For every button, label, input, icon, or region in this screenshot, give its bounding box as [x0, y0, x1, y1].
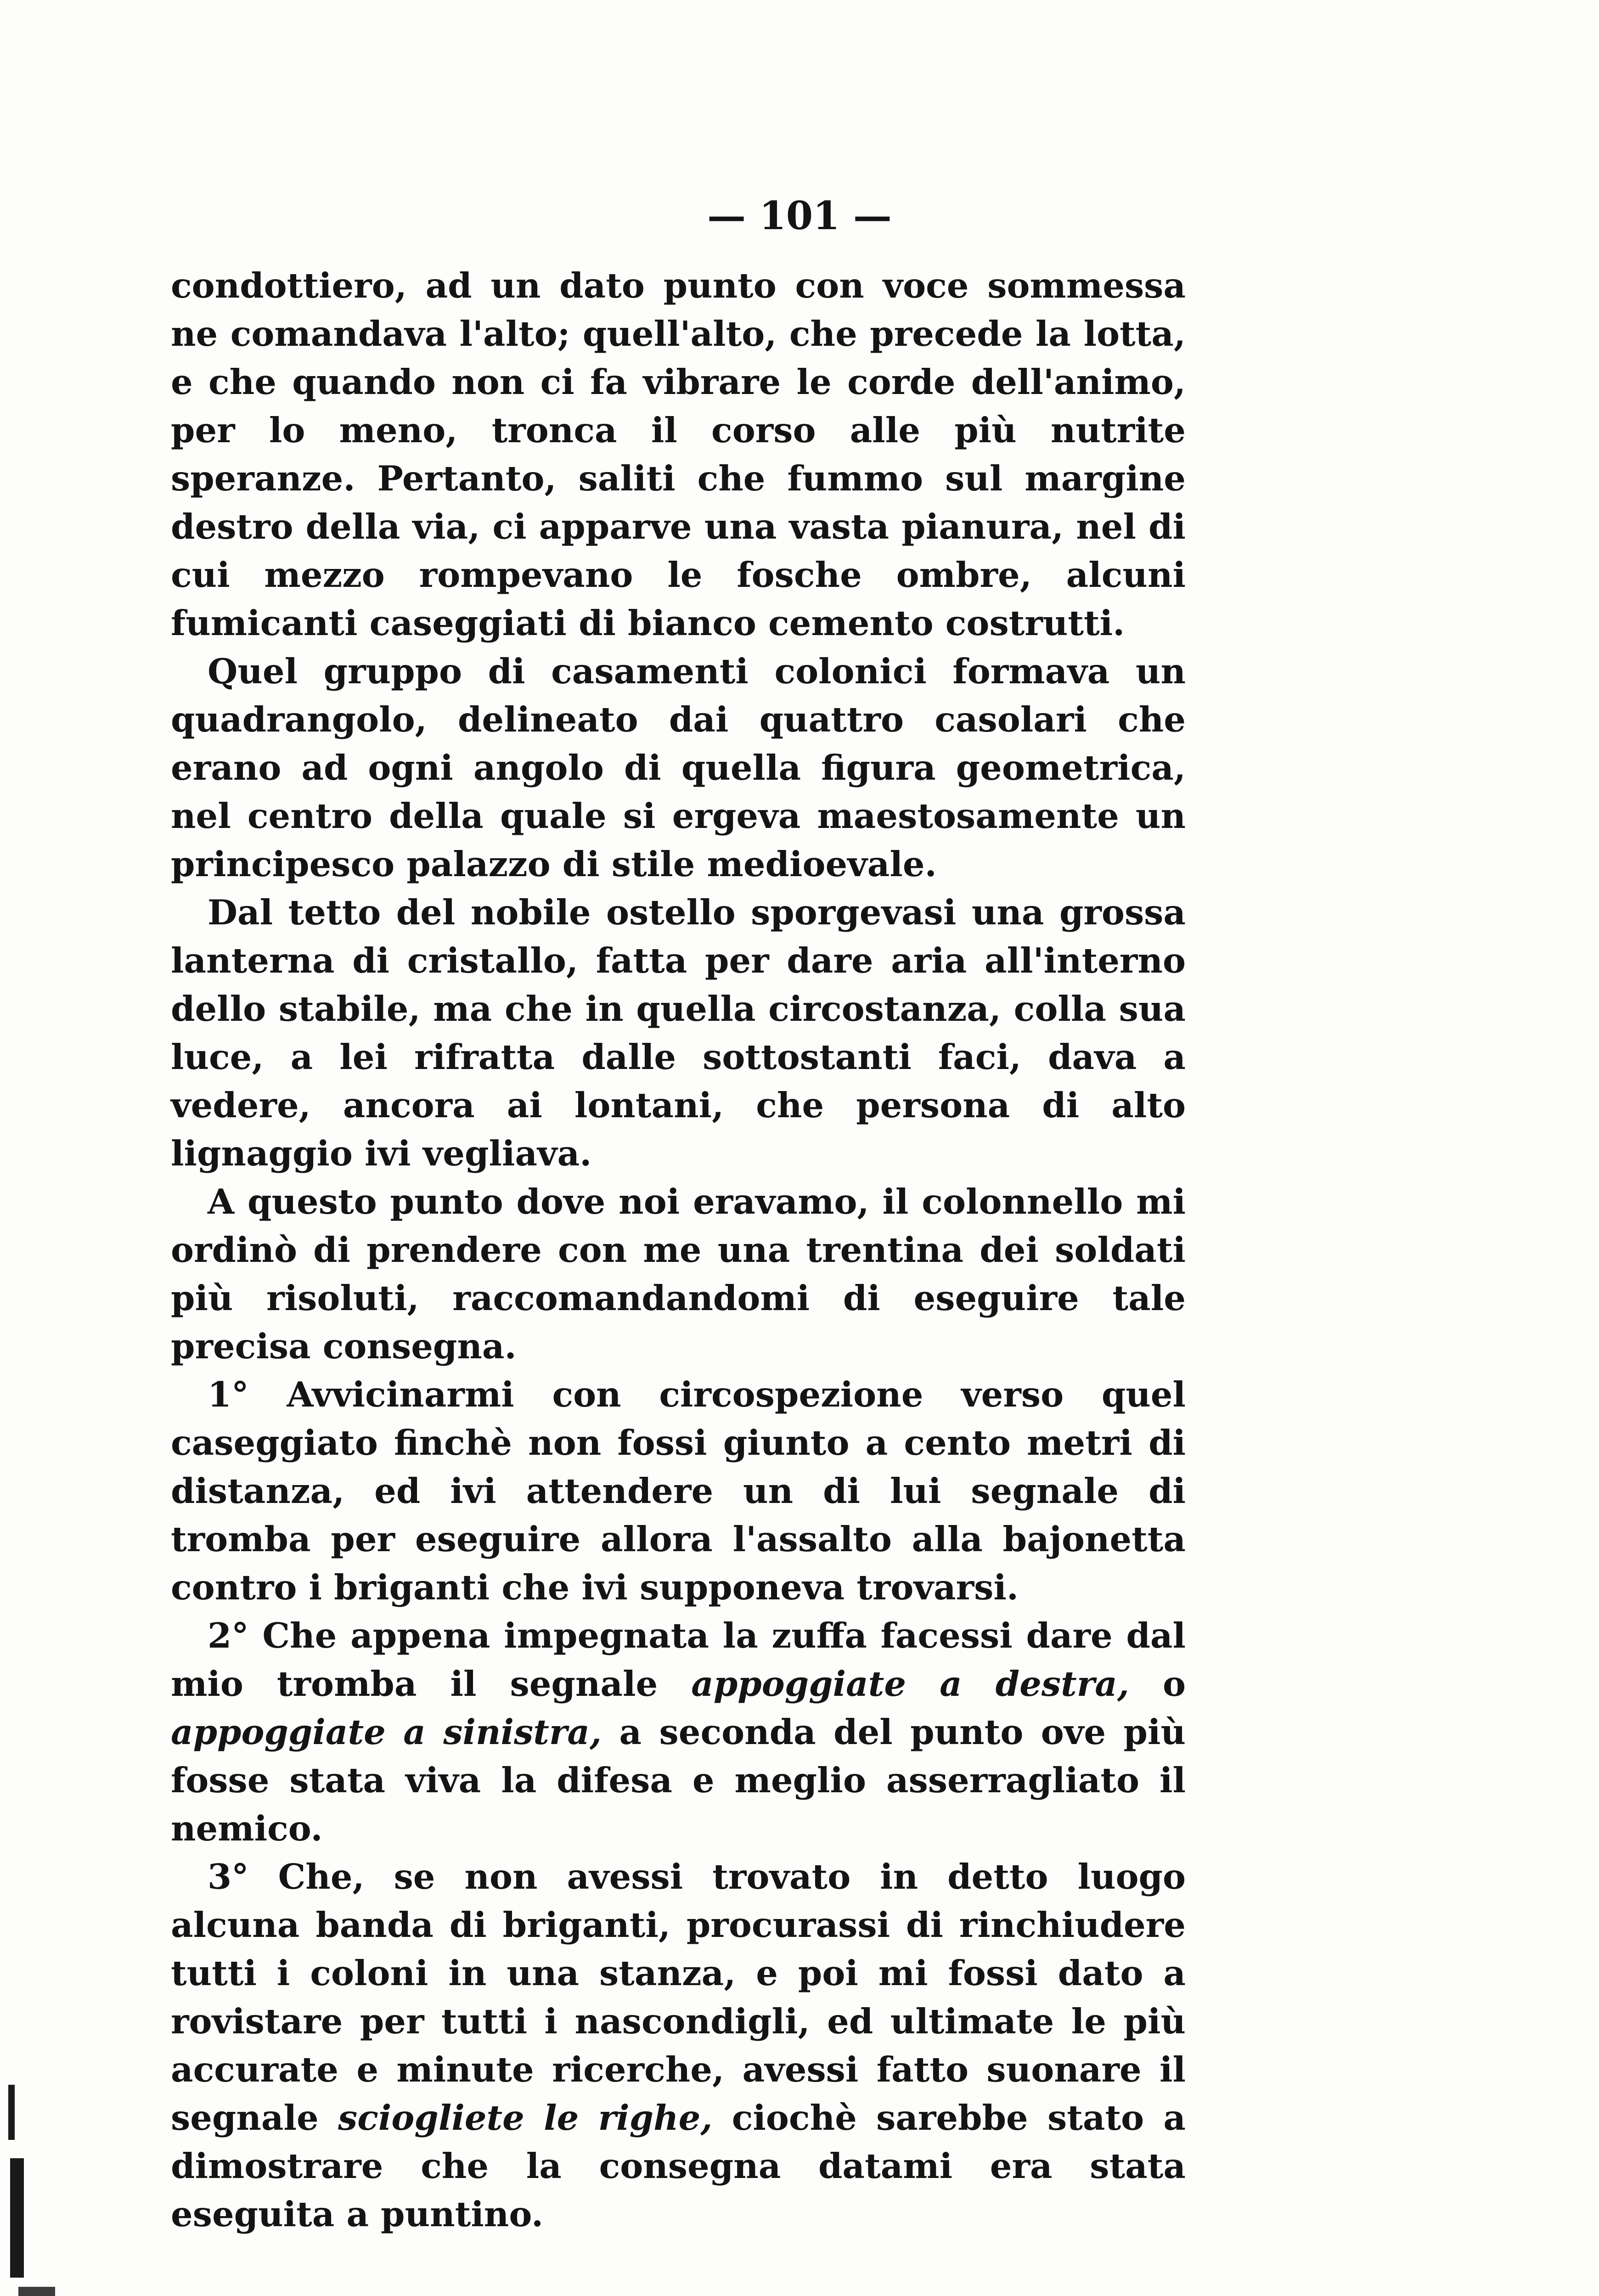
paragraph: A questo punto dove noi eravamo, il colonnello mi ordinò di prendere con me una trentina dei soldati più risoluti, raccomandandomi di eseguire tale precisa consegna. [171, 1182, 1186, 1367]
list-item [171, 1612, 1186, 1853]
scan-artifact [10, 2158, 24, 2278]
paragraph: condottiero, ad un dato punto con voce sommessa ne comandava l'alto; quell'alto, che precede la lotta, e che quando non ci fa vibrare le corde dell'animo, per lo meno, tronca il corso alle più nutrite speranze. Pertanto, saliti che fummo sul margine destro della via, ci apparve una vasta pianura, nel di cui mezzo rompevano le fosche ombre, alcuni fumicanti caseggiati di bianco cemento costrutti. [171, 265, 1186, 643]
paragraph: Quel gruppo di casamenti colonici formava un quadrangolo, delineato dai quattro casolari che erano ad ogni angolo di quella figura geometrica, nel centro della quale si ergeva maestosamente un principesco palazzo di stile medioevale. [171, 651, 1186, 884]
scan-artifact [18, 2287, 55, 2296]
paragraph-text: a seconda del punto ove più fosse stata viva la difesa e meglio asserragliato il nemico. [171, 1712, 1186, 1849]
page-number: — 101 — [707, 193, 892, 238]
paragraph-text: 3° Che, se non avessi trovato in detto luogo alcuna banda di briganti, procurassi di rinchiudere tutti i coloni in una stanza, e poi mi fossi dato a rovistare per tutti i nascondigli, ed ultimate le più accurate e minute ricerche, avessi fatto suonare il segnale [171, 1857, 1186, 2138]
italic-phrase: appoggiate a sinistra, [171, 1712, 602, 1752]
paragraph-text: ciochè sarebbe stato a dimostrare che la consegna datami era stata eseguita a puntino. [171, 2098, 1186, 2234]
scan-artifact [8, 2085, 15, 2140]
paragraph: Dal tetto del nobile ostello sporgevasi una grossa lanterna di cristallo, fatta per dare aria all'interno dello stabile, ma che in quella circostanza, colla sua luce, a lei rifratta dalle sottostanti faci, dava a vedere, ancora ai lontani, che persona di alto lignaggio ivi vegliava. [171, 892, 1186, 1174]
body-text [171, 262, 1186, 2239]
italic-phrase: appoggiate a destra, [691, 1664, 1129, 1704]
paragraph-text: 2° Che appena impegnata la zuffa facessi dare dal mio tromba il segnale [171, 1615, 1186, 1704]
paragraph-text: o [1129, 1664, 1186, 1704]
list-item [171, 1853, 1186, 2239]
list-item: 1° Avvicinarmi con circospezione verso quel caseggiato finchè non fossi giunto a cento metri di distanza, ed ivi attendere un di lui segnale di tromba per eseguire allora l'assalto alla bajonetta contro i briganti che ivi supponeva trovarsi. [171, 1374, 1186, 1608]
italic-phrase: sciogliete le righe, [338, 2098, 713, 2138]
